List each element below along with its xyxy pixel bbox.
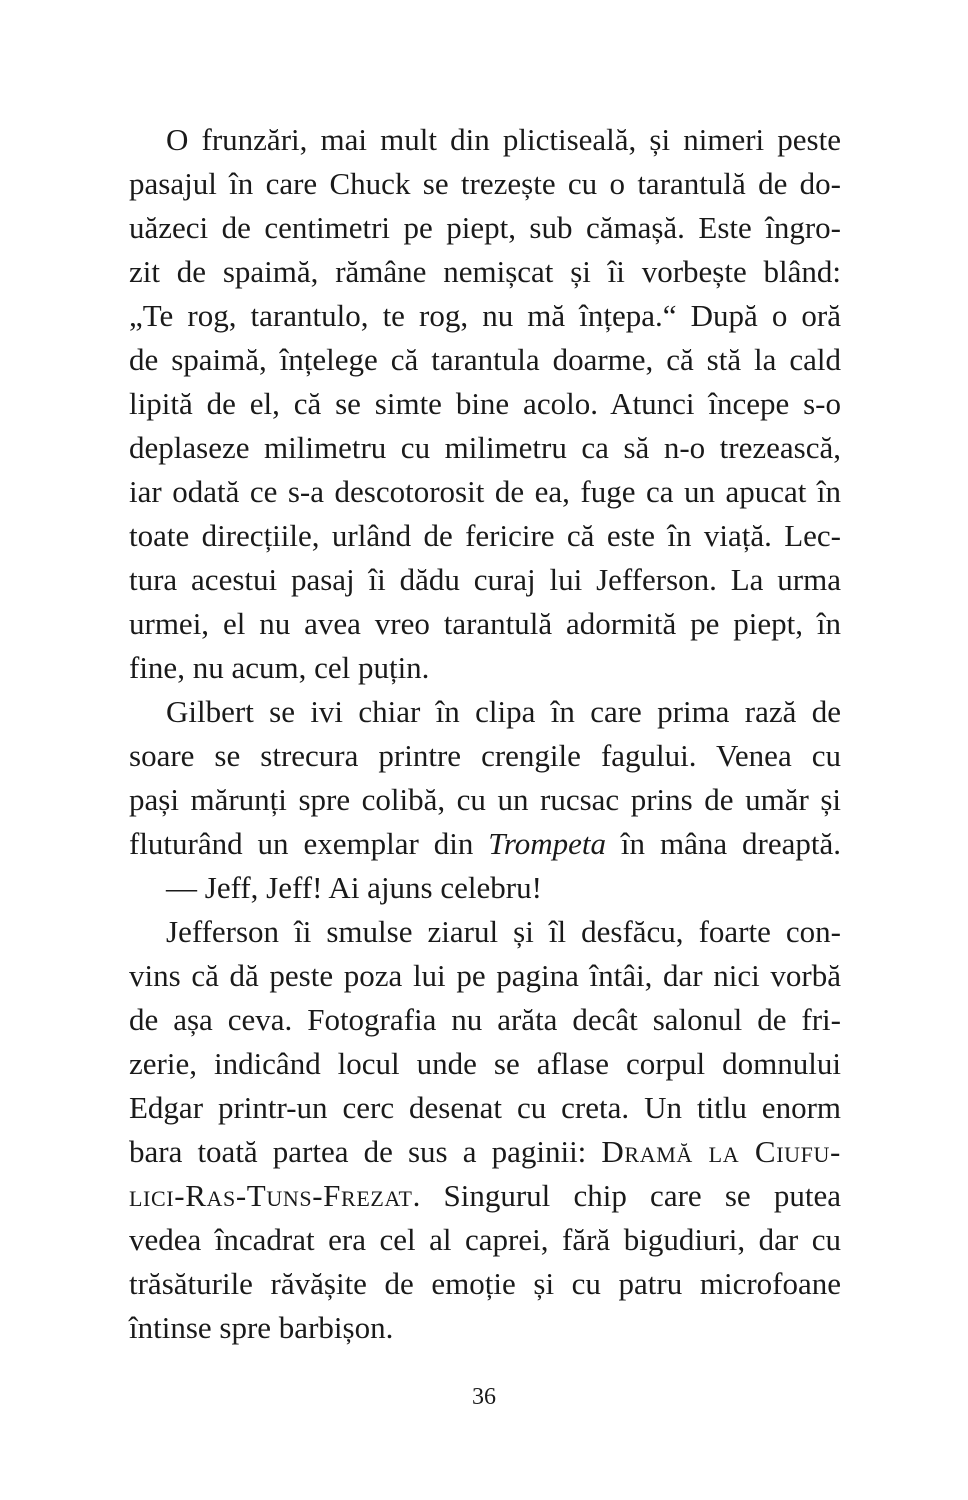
text-line: uăzeci de centimetri pe piept, sub cămașă. Este îngro- [129,210,841,245]
headline-text: Dramă la Ciufu- [601,1134,841,1169]
text-line: vedea încadrat era cel al caprei, fără bigudiuri, dar cu [129,1222,841,1257]
text-line: pași mărunți spre colibă, cu un rucsac prins de umăr și [129,782,841,817]
text-line: întinse spre barbișon. [129,1310,394,1345]
page-number: 36 [472,1384,496,1410]
text-line: Gilbert se ivi chiar în clipa în care prima rază de [166,694,841,729]
text-line: trăsăturile răvășite de emoție și cu patru microfoane [129,1266,841,1301]
newspaper-title: Trompeta [488,826,606,861]
text-line: fine, nu acum, cel puțin. [129,650,430,685]
text-line: lipită de el, că se simte bine acolo. Atunci începe s-o [129,386,841,421]
text-run: bara toată partea de sus a paginii: [129,1134,602,1169]
text-line: toate direcțiile, urlând de fericire că este în viață. Lec- [129,518,841,553]
dialogue-line: — Jeff, Jeff! Ai ajuns celebru! [166,870,542,905]
text-line: iar odată ce s-a descotorosit de ea, fuge ca un apucat în [129,474,841,509]
text-line: zit de spaimă, rămâne nemișcat și îi vorbește blând: [129,254,841,289]
text-line: soare se strecura printre crengile fagului. Venea cu [129,738,841,773]
text-line: zerie, indicând locul unde se aflase corpul domnului [129,1046,841,1081]
body-text [129,118,841,1350]
text-line: „Te rog, tarantulo, te rog, nu mă înțepa.“ După o oră [129,298,841,333]
text-line: O frunzări, mai mult din plictiseală, și nimeri peste [166,122,841,157]
text-line: urmei, el nu avea vreo tarantulă adormită pe piept, în [129,606,841,641]
text-line: vins că dă peste poza lui pe pagina întâi, dar nici vorbă [129,958,841,993]
text-line: Edgar printr-un cerc desenat cu creta. Un titlu enorm [129,1090,841,1125]
text-run: fluturând un exemplar din [129,826,489,861]
text-line: de spaimă, înțelege că tarantula doarme, că stă la cald [129,342,841,377]
text-line: de așa ceva. Fotografia nu arăta decât salonul de fri- [129,1002,841,1037]
text-line: deplaseze milimetru cu milimetru ca să n-o trezească, [129,430,841,465]
text-run: . Singurul chip care se putea [412,1178,841,1213]
headline-text: lici-Ras-Tuns-Frezat [129,1178,413,1213]
text-line: Jefferson îi smulse ziarul și îl desfăcu, foarte con- [166,914,841,949]
text-line [129,1174,841,1218]
text-line [129,1130,841,1174]
text-run: în mâna dreaptă. [606,826,841,861]
text-line: tura acestui pasaj îi dădu curaj lui Jefferson. La urma [129,562,841,597]
text-line [129,822,841,866]
text-line: pasajul în care Chuck se trezește cu o tarantulă de do- [129,166,841,201]
